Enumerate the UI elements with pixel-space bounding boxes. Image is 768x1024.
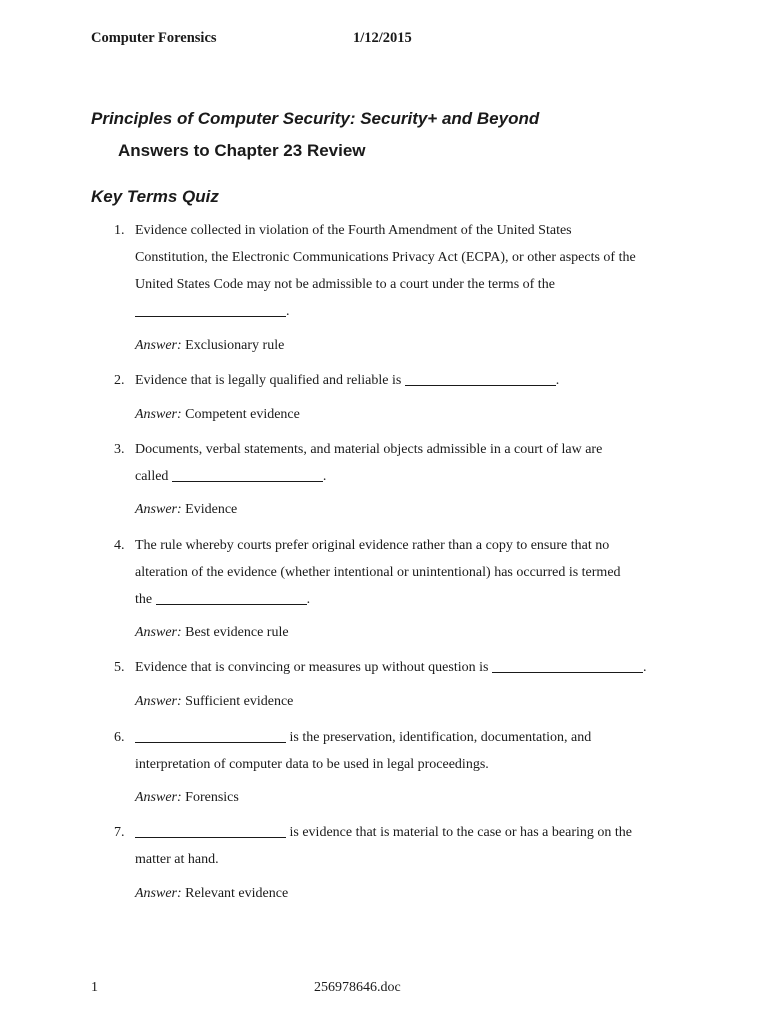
question-number: 4. (114, 538, 125, 553)
answer-3 (135, 500, 237, 520)
question-text-line: Constitution, the Electronic Communications Privacy Act (ECPA), or other aspects of the (135, 250, 636, 265)
book-title: Principles of Computer Security: Security+ and Beyond (91, 109, 540, 128)
question-number: 3. (114, 442, 125, 457)
answer-text: Exclusionary rule (185, 338, 285, 353)
question-4 (135, 532, 695, 613)
answer-label: Answer: (135, 407, 182, 422)
question-text-suffix: . (306, 592, 311, 607)
answer-text: Sufficient evidence (185, 694, 294, 709)
footer-filename: 256978646.doc (314, 980, 401, 995)
question-number: 2. (114, 373, 125, 388)
answer-blank (172, 467, 323, 482)
question-number: 5. (114, 660, 125, 675)
answer-blank (492, 658, 643, 673)
question-text: called (135, 469, 169, 484)
answer-5 (135, 692, 293, 712)
question-text-suffix: . (322, 469, 327, 484)
question-6 (135, 724, 695, 778)
answer-text: Forensics (185, 790, 239, 805)
answer-1 (135, 336, 284, 356)
answer-label: Answer: (135, 790, 182, 805)
question-text-line: United States Code may not be admissible to a court under the terms of the (135, 277, 555, 292)
section-title: Key Terms Quiz (91, 187, 219, 206)
answer-text: Competent evidence (185, 407, 300, 422)
question-text-line: Evidence collected in violation of the Fourth Amendment of the United States (135, 223, 572, 238)
answer-blank (156, 590, 307, 605)
question-number: 1. (114, 223, 125, 238)
question-3 (135, 436, 695, 490)
question-text-suffix: . (555, 373, 560, 388)
answer-4 (135, 623, 289, 643)
answer-text: Evidence (185, 502, 238, 517)
answer-2 (135, 405, 300, 425)
question-text-line: Documents, verbal statements, and material objects admissible in a court of law are (135, 442, 603, 457)
answer-text: Relevant evidence (185, 886, 289, 901)
page-number: 1 (91, 980, 98, 995)
question-text-line: matter at hand. (135, 852, 219, 867)
answer-blank (135, 728, 286, 743)
header-date: 1/12/2015 (353, 30, 412, 46)
question-text: is the preservation, identification, documentation, and (289, 730, 592, 745)
question-number: 7. (114, 825, 125, 840)
question-text: Evidence that is legally qualified and reliable is (135, 373, 402, 388)
question-text: the (135, 592, 153, 607)
question-text: Evidence that is convincing or measures up without question is (135, 660, 489, 675)
answer-label: Answer: (135, 694, 182, 709)
answer-blank (405, 371, 556, 386)
question-1 (135, 217, 695, 325)
question-text-line: The rule whereby courts prefer original evidence rather than a copy to ensure that no (135, 538, 610, 553)
answer-text: Best evidence rule (185, 625, 289, 640)
answer-label: Answer: (135, 625, 182, 640)
question-2 (135, 367, 695, 394)
answer-label: Answer: (135, 338, 182, 353)
answer-7 (135, 884, 288, 904)
question-7 (135, 819, 695, 873)
answer-blank (135, 823, 286, 838)
question-text-line: alteration of the evidence (whether intentional or unintentional) has occurred is termed (135, 565, 621, 580)
question-text-suffix: . (286, 304, 290, 319)
header-course: Computer Forensics (91, 30, 217, 46)
answer-blank (135, 302, 286, 317)
chapter-title: Answers to Chapter 23 Review (118, 141, 366, 160)
answer-label: Answer: (135, 886, 182, 901)
answer-label: Answer: (135, 502, 182, 517)
question-text: is evidence that is material to the case or has a bearing on the (289, 825, 632, 840)
question-number: 6. (114, 730, 125, 745)
question-5 (135, 654, 735, 681)
question-text-line: interpretation of computer data to be used in legal proceedings. (135, 757, 489, 772)
answer-6 (135, 788, 239, 808)
question-text-suffix: . (642, 660, 647, 675)
